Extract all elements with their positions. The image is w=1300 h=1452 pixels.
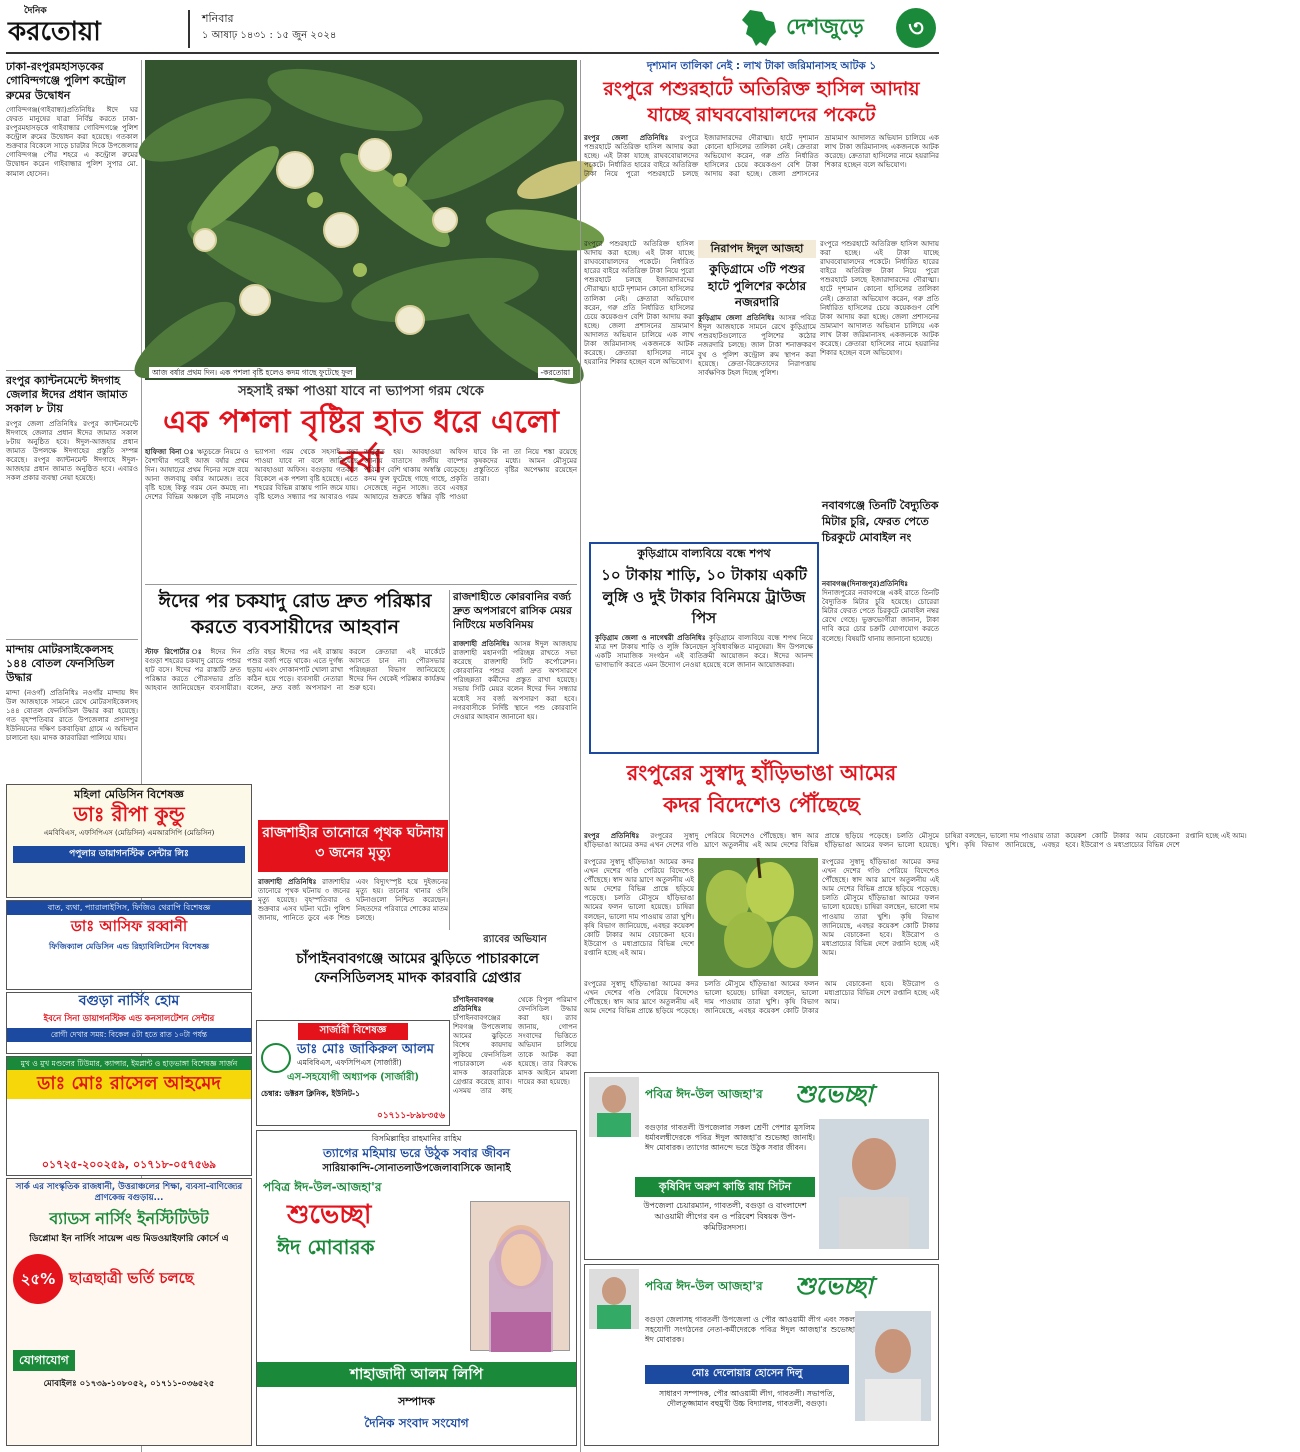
ad-asif bbox=[6, 900, 252, 990]
pasurhat-kicker: দৃশ্যমান তালিকা নেই : লাখ টাকা জরিমানাসহ আটক ১ bbox=[646, 60, 877, 72]
photo-caption: আজ বর্ষার প্রথম দিন। এক পশলা বৃষ্টি হলেও কদম গাছে ফুটেছে ফুল bbox=[149, 367, 356, 378]
story-body: গোবিন্দগঞ্জ(গাইবান্ধা)প্রতিনিধিঃ ঈদে ঘর ফেরত মানুষের যাত্রা নির্বিঘ্ন করতে ঢাকা-রংপুরমহাসড়কে গাইবান্ধার গোবিন্দগঞ্জে পুলিশ কন্ট্রোল রুমের উদ্বোধন করা হয়েছে। গতকাল শুক্রবার বিকেলে সাড়ে চারটার দিকে উপজেলার গোবিন্দগঞ্জ পৌর শহরে এ কন্ট্রোল রুমের উদ্বোধন করেন গাইবান্ধার পুলিশ সুপার মো. কামাল হোসেন। bbox=[6, 105, 139, 178]
page-number: ৩ bbox=[896, 8, 936, 48]
story-text: আসন্ন পবিত্র ঈদুল আজহাকে সামনে রেখে কুড়িগ্রামে পশুরহাটগুলোতে পুলিশের কঠোর নজরদারি চলছে। জাল টাকা শনাক্তকরণ বুথ ও পুলিশ কন্ট্রোল রুম স্থাপন করা হয়েছে। ক্রেতা-বিক্রেতাদের নিরাপত্তায় সার্বক্ষণিক টহল দিচ্ছে পুলিশ। bbox=[698, 314, 816, 377]
tanore-headline-box bbox=[258, 820, 448, 872]
ad-subline: ইবনে সিনা ডায়াগনস্টিক এন্ড কনসালটেশন সেন্টার bbox=[43, 1013, 215, 1024]
story-body: রংপুর জেলা প্রতিনিধিঃ রংপুর ক্যান্টনমেন্টে ঈদগাহে জেলার প্রধান ঈদের জামাত সকাল ৮টায় অনুষ্ঠিত হবে। ঈদুল-আজহার প্রধান জামাত উপলক্ষে ঈদগাহের প্রস্তুতি সম্পন্ন করেছে। রংপুর ক্যান্টনমেন্ট ঈদগাহে ঈদুল-আজহার প্রধান জামাত অনুষ্ঠিত হবে। এবারও সকল প্রকার ব্যবস্থা নেয়া হয়েছে। bbox=[6, 419, 138, 483]
balyabiye-headline: ১০ টাকায় শাড়ি, ১০ টাকায় একটি লুঙ্গি ও দুই টাকার বিনিময়ে ট্রাউজ পিস bbox=[601, 565, 807, 628]
ad-nursing-home bbox=[6, 992, 252, 1054]
ad-phone: মোবাইলঃ ০১৭৩৯-১০৮০৫২, ০১৭১১-০৩৬৫২৫ bbox=[43, 1378, 215, 1389]
ad-chamber: পপুলার ডায়াগনস্টিক সেন্টার লিঃ bbox=[13, 846, 245, 863]
story-title: রংপুর ক্যান্টনমেন্টে ঈদগাহ জেলার ঈদের প্রধান জামাত সকাল ৮ টায় bbox=[6, 370, 138, 417]
pasurhat-body bbox=[584, 134, 939, 238]
byline: চাঁপাইনবাবগঞ্জ প্রতিনিধিঃ bbox=[453, 996, 494, 1014]
story-text: রংপুরের সুস্বাদু হাঁড়িভাঙা আমের কদর এখন দেশের গণ্ডি পেরিয়ে বিদেশেও পৌঁছেছে। স্বাদ আর ঘ্রাণে অতুলনীয় এই আম দেশের বিভিন্ন প্রান্তে ছড়িয়ে পড়েছে। চলতি মৌসুমে হাঁড়িভাঙা আমের ফলন ভালো হয়েছে। চাষিরা বলছেন, ভালো দাম পাওয়ায় তারা খুশি। কৃষি বিভাগ জানিয়েছে, এবছর কয়েকশ কোটি টাকার আম বেচাকেনা হবে। ইউরোপ ও মধ্যপ্রাচ্যের বিভিন্ন দেশে রপ্তানি হচ্ছে এই আম। bbox=[584, 832, 1247, 850]
ad-rasel bbox=[6, 1056, 252, 1176]
story-text: রংপুরে পশুরহাটে অতিরিক্ত হাসিল আদায় করা হচ্ছে। এই টাকা যাচ্ছে রাঘববোয়ালদের পকেটে। নির্ধারিত হারের বাইরে অতিরিক্ত টাকা নিয়ে পুরো পশুরহাটে চলছে ইজারাদারদের দৌরাত্ম্য। হাটে দৃশ্যমান কোনো হাসিলের তালিকা নেই। ক্রেতারা অভিযোগ করেন, গরু প্রতি নির্ধারিত হাসিলের চেয়ে কয়েকগুণ বেশি টাকা আদায় করা হচ্ছে। জেলা প্রশাসনের ভ্রাম্যমাণ আদালত অভিযান চালিয়ে এক লাখ টাকা জরিমানাসহ একজনকে আটক করেছে। ক্রেতারা হাসিলের নামে হয়রানির শিকার হচ্ছেন বলে অভিযোগ। bbox=[584, 134, 939, 179]
ad-person-name: মোঃ দেলোয়ার হোসেন দিলু bbox=[645, 1365, 849, 1384]
ad-eid-title: পবিত্র ঈদ-উল আজহা'র bbox=[645, 1279, 763, 1293]
ad-heading: সার্জারী বিশেষজ্ঞ bbox=[298, 1023, 408, 1040]
story-text: চাঁপাইনবাবগঞ্জের শিবগঞ্জ উপজেলায় আমের ঝুড়িতে বিশেষ কায়দায় লুকিয়ে ফেনসিডিল পাচারকালে এক মাদক কারবারিকে গ্রেপ্তার করেছে র‌্যাব। এসময় তার কাছ থেকে বিপুল পরিমাণ ফেনসিডিল উদ্ধার করা হয়। র‌্যাব জানায়, গোপন সংবাদের ভিত্তিতে অভিযান চালিয়ে তাকে আটক করা হয়েছে। তার বিরুদ্ধে মাদক আইনে মামলা দায়ের করা হয়েছে। bbox=[453, 996, 577, 1095]
story-body: মান্দা (নওগাঁ) প্রতিনিধিঃ নওগাঁর মান্দায় ঈদ উল আজহাকে সামনে রেখে মোটরসাইকেলসহ ১৪৪ বোতল ফেনসিডিল উদ্ধার করা হয়েছে। গত বৃহস্পতিবার রাতে উপজেলার প্রসাদপুর ইউনিয়নের দক্ষিণ চকবাড়িয়া গ্রামে এ অভিযান চালানো হয়। মাদক কারবারিরা পালিয়ে যায়। bbox=[6, 688, 138, 743]
portrait-photo bbox=[855, 1311, 931, 1421]
story-text: দিনাজপুরের নবাবগঞ্জে একই রাতে তিনটি বৈদ্যুতিক মিটার চুরি হয়েছে। চোরেরা মিটার ফেরত পেতে চিরকুটে মোবাইল নম্বর রেখে গেছে। ভুক্তভোগীরা জানান, টাকা দাবি করে চোর চক্রটি যোগাযোগ করতে বলেছে। বিষয়টি থানায় জানানো হয়েছে। bbox=[822, 589, 939, 643]
leader-photo-icon bbox=[589, 1269, 639, 1329]
byline: রংপুর জেলা প্রতিনিধিঃ bbox=[584, 134, 669, 142]
brand-small: দৈনিক bbox=[24, 6, 47, 16]
portrait-photo bbox=[819, 1119, 929, 1249]
byline: হাফিজা বিনা ঃ bbox=[145, 448, 195, 456]
pasurhat-body-right bbox=[820, 240, 939, 490]
ad-heading: সার্ক এর সাংস্কৃতিক রাজধানী, উত্তরাঞ্চলের শিক্ষা, ব্যবসা-বাণিজ্যের প্রাণকেন্দ্র বগুড়ায়... bbox=[15, 1182, 243, 1203]
story-text: রংপুরে পশুরহাটে অতিরিক্ত হাসিল আদায় করা হচ্ছে। এই টাকা যাচ্ছে রাঘববোয়ালদের পকেটে। নির্ধারিত হারের বাইরে অতিরিক্ত টাকা নিয়ে পুরো পশুরহাটে চলছে ইজারাদারদের দৌরাত্ম্য। হাটে দৃশ্যমান কোনো হাসিলের তালিকা নেই। ক্রেতারা অভিযোগ করেন, গরু প্রতি নির্ধারিত হাসিলের চেয়ে কয়েকগুণ বেশি টাকা আদায় করা হচ্ছে। জেলা প্রশাসনের ভ্রাম্যমাণ আদালত অভিযান চালিয়ে এক লাখ টাকা জরিমানাসহ একজনকে আটক করেছে। ক্রেতারা হাসিলের নামে হয়রানির শিকার হচ্ছেন বলে অভিযোগ। bbox=[584, 240, 694, 367]
ad-post: এস-সহযোগী অধ্যাপক (সার্জারী) bbox=[287, 1072, 419, 1084]
ad-heading: বগুড়া নার্সিং হোম bbox=[78, 993, 180, 1009]
tanore-body bbox=[258, 878, 448, 930]
mango-body-col1 bbox=[584, 858, 694, 978]
leader-photo-icon bbox=[589, 1077, 639, 1137]
balyabiye-kicker: কুড়িগ্রামে বাল্যবিয়ে বন্ধে শপথ bbox=[637, 547, 771, 560]
byline: রংপুর প্রতিনিধিঃ bbox=[584, 832, 640, 840]
discount-badge: ২৫% bbox=[13, 1254, 63, 1304]
ad-institute-name: ব্যাডস নার্সিং ইনস্টিটিউট bbox=[49, 1209, 209, 1229]
kadam-photo bbox=[145, 60, 577, 380]
pasurhat-headline-2: যাচ্ছে রাঘববোয়ালদের পকেটে bbox=[647, 104, 876, 126]
byline: কুড়িগ্রাম জেলা প্রতিনিধিঃ bbox=[698, 314, 775, 323]
ad-person-role: সাধারণ সম্পাদক, পৌর আওয়ামী লীগ, গাবতলী। সভাপতি, দৌলতুজ্জামান বহুমুখী উচ্চ বিদ্যালয়, গাবতলী, বগুড়া। bbox=[659, 1389, 835, 1409]
kurigram-body bbox=[698, 314, 816, 378]
ad-heading: মুখ ও মুখ মণ্ডলের টিউমার, ক্যান্সার, ইমপ্লান্ট ও হাড়ভাঙ্গা বিশেষজ্ঞ সার্জন bbox=[7, 1057, 251, 1070]
ad-arun bbox=[584, 1072, 939, 1260]
balyabiye-body bbox=[591, 634, 817, 670]
ad-eid-title: পবিত্র ঈদ-উল-আজহা'র bbox=[263, 1179, 382, 1194]
ad-bismillah: বিসমিল্লাহির রাহমানির রাহিম bbox=[371, 1134, 462, 1143]
story-title: ঢাকা-রংপুরমহাসড়কের গোবিন্দগঞ্জে পুলিশ কন্ট্রোল রুমের উদ্বোধন bbox=[6, 60, 126, 102]
ad-shubhechha: শুভেচ্ছা bbox=[795, 1272, 873, 1300]
mango-photo bbox=[698, 858, 818, 976]
ad-eid-lipi bbox=[256, 1130, 577, 1446]
brand-logo: করতোয়া bbox=[8, 17, 101, 47]
story-text: রংপুরের সুস্বাদু হাঁড়িভাঙা আমের কদর এখন দেশের গণ্ডি পেরিয়ে বিদেশেও পৌঁছেছে। স্বাদ আর ঘ্রাণে অতুলনীয় এই আম দেশের বিভিন্ন প্রান্তে ছড়িয়ে পড়েছে। চলতি মৌসুমে হাঁড়িভাঙা আমের ফলন ভালো হয়েছে। চাষিরা বলছেন, ভালো দাম পাওয়ায় তারা খুশি। কৃষি বিভাগ জানিয়েছে, এবছর কয়েকশ কোটি টাকার আম বেচাকেনা হবে। ইউরোপ ও মধ্যপ্রাচ্যের বিভিন্ন দেশে রপ্তানি হচ্ছে এই আম। bbox=[822, 858, 939, 957]
kurigram-headline: কুড়িগ্রামে ৩টি পশুর হাটে পুলিশের কঠোর নজরদারি bbox=[707, 261, 807, 310]
portrait-photo bbox=[470, 1201, 570, 1351]
ad-delowar bbox=[584, 1264, 939, 1446]
story-text: ঈদের দিন বগুড়া শহরের চকযাদু রোডে পশুর হাট বসে। ঈদের পর রাস্তাটি দ্রুত পরিষ্কার করতে পৌরসভার প্রতি আহবান জানিয়েছেন ব্যবসায়ীরা। প্রতি বছর ঈদের পর এই রাস্তায় পশুর বর্জ্য পড়ে থাকে। এতে দুর্গন্ধ ছড়ায় এবং দোকানপাট খোলা রাখা কঠিন হয়ে পড়ে। ব্যবসায়ী নেতারা বলেন, দ্রুত বর্জ্য অপসারণ না করলে ক্রেতারা এই মার্কেটে আসতে চান না। পৌরসভার পরিচ্ছন্নতা বিভাগ জানিয়েছে ঈদের দিন থেকেই পরিষ্কার কার্যক্রম শুরু হবে। bbox=[145, 648, 445, 693]
story-text: ঋতুচক্রে নিয়মে ও বৈশাখীর পরেই আজ বর্ষার প্রথম দিন। আষাঢ়ের প্রথম দিনের সঙ্গে বয়ে আনা জলবায়ু বর্ষার আমেজ। তবে বৃষ্টি হচ্ছে কিন্তু গরম যেন কমছে না। দেশের বিভিন্ন অঞ্চলে বৃষ্টি নামলেও ভ্যাপসা গরম থেকে সহসাই রক্ষা পাওয়া যাবে না বলে জানিয়েছে আবহাওয়া অফিস। বগুড়ায় গতকাল বিকেলে এক পশলা বৃষ্টি হয়েছে। এতে শহরের বিভিন্ন রাস্তায় পানি জমে যায়। বৃষ্টি হলেও সন্ধ্যার পর আবারও গরম অনুভূত হয়। আবহাওয়া অফিস জানায় বাতাসে জলীয় বাষ্পের পরিমাণ বেশি থাকায় অস্বস্তি বেড়েছে। কদম ফুল ফুটেছে গাছে গাছে, প্রকৃতি সেজেছে নতুন সাজে। তবে এবছর আষাঢ়ের শুরুতে স্বস্তির বৃষ্টি পাওয়া যাবে কি না তা নিয়ে শঙ্কা রয়েছে কৃষকদের মধ্যে। আমন মৌসুমের প্রস্তুতিতে বৃষ্টির অপেক্ষায় রয়েছেন তারা। bbox=[145, 448, 577, 502]
rule bbox=[145, 584, 577, 585]
ad-degree: এমবিবিএস, এফসিপিএস (মেডিসিন) এমআরসিপি (মেডিসিন) bbox=[43, 828, 215, 837]
story-text: রাজশাহীর তানোরে পৃথক ঘটনায় ৩ জনের মৃত্যু হয়েছে। বৃহস্পতিবার ও শুক্রবার এসব ঘটনা ঘটে। পুলিশ জানায়, পানিতে ডুবে এক শিশু এবং বিদ্যুৎস্পৃষ্ট হয়ে দুইজনের মৃত্যু হয়। তানোর থানার ওসি ঘটনাগুলো নিশ্চিত করেছেন। নিহতদের পরিবারে শোকের মাতম চলছে। bbox=[258, 878, 448, 923]
ad-degree: ফিজিক্যাল মেডিসিন এন্ড রিহ্যাবিলিটেশন বিশেষজ্ঞ bbox=[49, 941, 209, 951]
ad-bads bbox=[6, 1178, 252, 1446]
ad-body: বগুড়ার গাবতলী উপজেলার সকল শ্রেণী পেশার মুসলিম ধর্মাবলম্বীদেরকে পবিত্র ঈদুল আজহা'র শুভেচ্ছা জানাই। ঈদ মোবারক। ত্যাগের আনন্দে ভরে উঠুক সবার জীবন। bbox=[645, 1123, 815, 1152]
ad-doctor-name: ডাঃ আসিফ রব্বানী bbox=[70, 917, 188, 935]
story-text: রংপুরের সুস্বাদু হাঁড়িভাঙা আমের কদর এখন দেশের গণ্ডি পেরিয়ে বিদেশেও পৌঁছেছে। স্বাদ আর ঘ্রাণে অতুলনীয় এই আম দেশের বিভিন্ন প্রান্তে ছড়িয়ে পড়েছে। চলতি মৌসুমে হাঁড়িভাঙা আমের ফলন ভালো হয়েছে। চাষিরা বলছেন, ভালো দাম পাওয়ায় তারা খুশি। কৃষি বিভাগ জানিয়েছে, এবছর কয়েকশ কোটি টাকার আম বেচাকেনা হবে। ইউরোপ ও মধ্যপ্রাচ্যের বিভিন্ন দেশে রপ্তানি হচ্ছে এই আম। bbox=[584, 980, 939, 1016]
ad-admission: ছাত্রছাত্রী ভর্তি চলছে bbox=[69, 1269, 194, 1288]
ad-chamber: চেম্বার: ডক্টরস ক্লিনিক, ইউনিট-১ bbox=[261, 1088, 360, 1098]
nobabganj-headline: নবাবগঞ্জে তিনটি বৈদ্যুতিক মিটার চুরি, ফেরত পেতে চিরকুটে মোবাইল নং bbox=[822, 499, 939, 544]
nobabganj-body bbox=[822, 580, 939, 750]
byline: স্টাফ রিপোর্টার ঃ bbox=[145, 648, 206, 656]
story-text: আসন্ন ঈদুল আজহায় রাজশাহী মহানগরী পরিচ্ছন্ন রাখতে সভা করেছে রাজশাহী সিটি কর্পোরেশন। কোরবানির পশুর বর্জ্য দ্রুত অপসারণে পরিচ্ছন্নতা কর্মীদের প্রস্তুত রাখা হয়েছে। সভায় সিটি মেয়র বলেন ঈদের দিন সন্ধ্যার মধ্যেই সব বর্জ্য অপসারণ করা হবে। নগরবাসীকে নির্দিষ্ট স্থানে পশু কোরবানি দেওয়ার আহবান জানানো হয়। bbox=[453, 640, 577, 721]
masthead bbox=[6, 4, 939, 54]
mango-body-left bbox=[584, 832, 1247, 856]
byline: রাজশাহী প্রতিনিধিঃ bbox=[453, 640, 510, 648]
chok-headline-2: করতে ব্যবসায়ীদের আহবান bbox=[191, 616, 399, 638]
balyabiye-box bbox=[589, 542, 819, 754]
section-title: দেশজুড়ে bbox=[786, 15, 864, 40]
ad-heading: বাত, ব্যথা, প্যারালাইসিস, ফিজিও থেরাপি বিশেষজ্ঞ bbox=[7, 901, 251, 915]
ad-tagline: ত্যাগের মহিমায় ভরে উঠুক সবার জীবন bbox=[323, 1146, 510, 1160]
mango-body-bottom bbox=[584, 980, 939, 1068]
byline: কুড়িগ্রাম জেলা ও নাগেশ্বরী প্রতিনিধিঃ bbox=[595, 634, 706, 642]
kurigram-box bbox=[698, 240, 816, 536]
ad-rilpa bbox=[6, 784, 252, 898]
byline: নবাবগঞ্জ(দিনাজপুর)প্রতিনিধিঃ bbox=[822, 580, 909, 588]
ad-eid-mubarak: ঈদ মোবারক bbox=[277, 1235, 375, 1259]
ad-shubhechha: শুভেচ্ছা bbox=[795, 1080, 873, 1108]
ad-body: বগুড়া জেলাসহ গাবতলী উপজেলা ও পৌর আওয়ামী লীগ এবং সকল সহযোগী সংগঠনের নেতা-কর্মীদেরকে পবিত্র ঈদুল আজহা'র শুভেচ্ছা ঈদ মোবারক। bbox=[645, 1315, 855, 1344]
mango-headline-2: কদর বিদেশেও পৌঁছেছে bbox=[663, 793, 860, 817]
clinic-logo-icon bbox=[261, 1043, 291, 1073]
story-text: রংপুরের সুস্বাদু হাঁড়িভাঙা আমের কদর এখন দেশের গণ্ডি পেরিয়ে বিদেশেও পৌঁছেছে। স্বাদ আর ঘ্রাণে অতুলনীয় এই আম দেশের বিভিন্ন প্রান্তে ছড়িয়ে পড়েছে। চলতি মৌসুমে হাঁড়িভাঙা আমের ফলন ভালো হয়েছে। চাষিরা বলছেন, ভালো দাম পাওয়ায় তারা খুশি। কৃষি বিভাগ জানিয়েছে, এবছর কয়েকশ কোটি টাকার আম বেচাকেনা হবে। ইউরোপ ও মধ্যপ্রাচ্যের বিভিন্ন দেশে রপ্তানি হচ্ছে এই আম। bbox=[584, 858, 694, 957]
ad-heading: মহিলা মেডিসিন বিশেষজ্ঞ bbox=[74, 788, 184, 801]
ad-eid-title: পবিত্র ঈদ-উল আজহা'র bbox=[645, 1087, 763, 1101]
tanore-headline: রাজশাহীর তানোরে পৃথক ঘটনায় ৩ জনের মৃত্যু bbox=[262, 825, 444, 862]
ad-person-name: কৃষিবিদ অরুণ কান্তি রায় সিটন bbox=[635, 1177, 815, 1197]
ad-degree: এমবিবিএস, এফসিপিএস (সার্জারী) bbox=[297, 1057, 402, 1067]
korbani-headline: রাজশাহীতে কোরবানির বর্জ্য দ্রুত অপসারণে রাসিক মেয়র নিটিংয়ে মতবিনিময় bbox=[453, 591, 572, 632]
rab-headline: চাঁপাইনবাবগঞ্জে আমের ঝুড়িতে পাচারকালে ফেনসিডিলসহ মাদক কারবারি গ্রেপ্তার bbox=[296, 951, 539, 986]
day-label: শনিবার bbox=[202, 12, 234, 25]
story-text: রংপুরে পশুরহাটে অতিরিক্ত হাসিল আদায় করা হচ্ছে। এই টাকা যাচ্ছে রাঘববোয়ালদের পকেটে। নির্ধারিত হারের বাইরে অতিরিক্ত টাকা নিয়ে পুরো পশুরহাটে চলছে ইজারাদারদের দৌরাত্ম্য। হাটে দৃশ্যমান কোনো হাসিলের তালিকা নেই। ক্রেতারা অভিযোগ করেন, গরু প্রতি নির্ধারিত হাসিলের চেয়ে কয়েকগুণ বেশি টাকা আদায় করা হচ্ছে। জেলা প্রশাসনের ভ্রাম্যমাণ আদালত অভিযান চালিয়ে এক লাখ টাকা জরিমানাসহ একজনকে আটক করেছে। ক্রেতারা হাসিলের নামে হয়রানির শিকার হচ্ছেন বলে অভিযোগ। bbox=[820, 240, 939, 358]
ad-offer-row bbox=[7, 1248, 251, 1310]
chok-headline-1: ঈদের পর চকযাদু রোড দ্রুত পরিষ্কার bbox=[158, 590, 432, 612]
story-text: কুড়িগ্রামে বাল্যবিয়ে বন্ধে শপথ নিয়ে মাত্র দশ টাকায় শাড়ি ও লুঙ্গি কিনেছেন সুবিধাবঞ্চিত মানুষেরা। ঈদ উপলক্ষে একটি সামাজিক সংগঠন এই ব্যতিক্রমী আয়োজন করে। ঈদের আনন্দ ভাগাভাগি করতে এমন উদ্যোগ নেওয়া হয়েছে বলে জানান আয়োজকরা। bbox=[595, 634, 813, 670]
korbani-body bbox=[453, 640, 577, 930]
mango-body-col3 bbox=[822, 858, 939, 978]
ad-organization: দৈনিক সংবাদ সংযোগ bbox=[364, 1416, 469, 1430]
ad-phone: ০১৭১১-৮৯৮৩৫৬ bbox=[376, 1110, 445, 1121]
rab-kicker: র‌্যাবের অভিযান bbox=[483, 934, 547, 945]
ad-shubhechha: শুভেচ্ছা bbox=[287, 1199, 372, 1230]
date-label: ১ আষাঢ় ১৪৩১ : ১৫ জুন ২০২৪ bbox=[202, 30, 337, 41]
rain-body bbox=[145, 448, 577, 582]
ad-zakir bbox=[256, 1020, 450, 1126]
story-title: মান্দায় মোটরসাইকেলসহ ১৪৪ বোতল ফেনসিডিল উদ্ধার bbox=[6, 639, 138, 686]
ad-doctor-name: ডাঃ রীপা কুন্ডু bbox=[73, 801, 185, 826]
column-rule bbox=[449, 590, 450, 930]
left-column bbox=[6, 60, 138, 780]
kurigram-kicker: নিরাপদ ঈদুল আজহা bbox=[698, 240, 816, 258]
ad-contact-label: যোগাযোগ bbox=[13, 1350, 75, 1371]
ad-greeting: সারিয়াকান্দি-সোনাতলাউপজেলাবাসিকে জানাই bbox=[322, 1163, 511, 1174]
photo-credit: -করতোয়া bbox=[538, 367, 574, 378]
ad-person-name: শাহাজাদী আলম লিপি bbox=[257, 1362, 576, 1387]
rain-headline: এক পশলা বৃষ্টির হাত ধরে এলো বর্ষা bbox=[162, 404, 559, 481]
ad-time: রোগী দেখার সময়: বিকেল ৫টা হতে রাত ১০টা পর্যন্ত bbox=[7, 1028, 251, 1041]
bd-map-icon bbox=[736, 8, 780, 48]
mango-headline-1: রংপুরের সুস্বাদু হাঁড়িভাঙা আমের bbox=[626, 761, 897, 785]
ad-person-role: সম্পাদক bbox=[398, 1395, 435, 1409]
masthead-divider bbox=[188, 10, 190, 48]
ad-course: ডিপ্লোমা ইন নার্সিং সায়েন্স এন্ড মিডওয়াইফারি কোর্সে এ bbox=[29, 1234, 229, 1245]
ad-person-role: উপজেলা চেয়ারম্যান, গাবতলী, বগুড়া ও বাংলাদেশ আওয়ামী লীগের বন ও পরিবেশ বিষয়ক উপ-কমিটিরসদস্য। bbox=[643, 1201, 807, 1232]
column-rule bbox=[580, 60, 581, 1452]
ad-phone: ০১৭২৫-২০০২৫৯, ০১৭১৮-০৫৭৫৬৯ bbox=[41, 1158, 217, 1172]
ad-doctor-name: ডাঃ মোঃ জাকিরুল আলম bbox=[297, 1041, 434, 1057]
pasurhat-body-cont bbox=[584, 240, 694, 536]
rain-kicker: সহসাই রক্ষা পাওয়া যাবে না ভ্যাপসা গরম থেকে bbox=[238, 384, 484, 399]
ad-doctor-name: ডাঃ মোঃ রাসেল আহমেদ bbox=[7, 1070, 251, 1099]
pasurhat-headline-1: রংপুরে পশুরহাটে অতিরিক্ত হাসিল আদায় bbox=[603, 78, 920, 100]
byline: রাজশাহী প্রতিনিধিঃ bbox=[258, 878, 317, 886]
